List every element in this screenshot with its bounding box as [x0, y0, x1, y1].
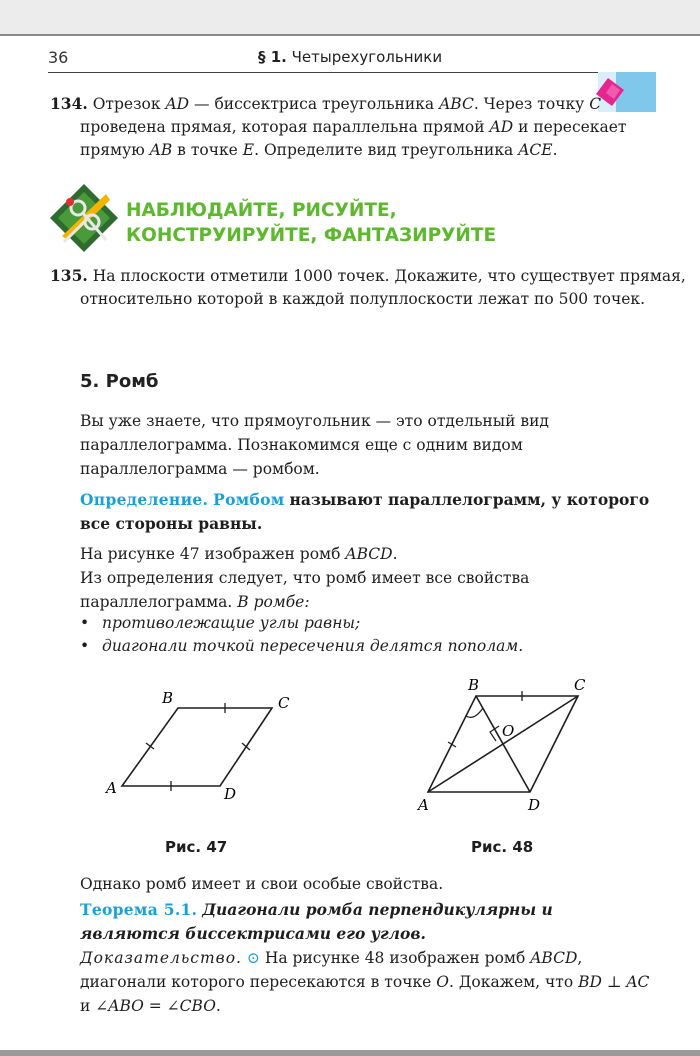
math-var: C: [589, 95, 602, 113]
math-expr: ∠ABO = ∠CBO: [95, 997, 216, 1015]
problem-134: [50, 92, 688, 162]
text-run: .: [392, 545, 398, 563]
banner-line-1: НАБЛЮДАЙТЕ, РИСУЙТЕ,: [126, 200, 397, 221]
theorem: [80, 898, 658, 946]
text-run: На рисунке 48 изображен ромб: [259, 949, 531, 967]
intro-paragraph: Вы уже знаете, что прямоугольник — это отдельный вид параллелограмма. Познакомимся еще с одним видом параллелограмма — ромбом.: [80, 412, 549, 478]
bullet-icon: •: [80, 637, 90, 655]
problem-number: 134.: [50, 94, 88, 113]
section-number: § 1.: [258, 48, 287, 66]
label-B: B: [162, 689, 174, 707]
text-run: Отрезок: [92, 95, 166, 113]
definition-term: Ромбом: [213, 490, 285, 509]
list-item-text: противолежащие углы равны;: [102, 614, 361, 632]
text-run: проведена прямая, которая параллельна прямой: [80, 118, 490, 136]
top-bar: [0, 0, 700, 36]
list-item: [80, 635, 658, 658]
definition: [80, 488, 658, 536]
label-D: D: [224, 785, 237, 803]
label-C: C: [574, 676, 586, 694]
proof-label: Доказательство.: [80, 949, 242, 967]
proof: [80, 946, 658, 1018]
text-run: Из определения следует, что ромб имеет все свойства параллелограмма.: [80, 569, 530, 611]
page-number: 36: [48, 48, 69, 67]
list-item-text: диагонали точкой пересечения делятся пополам.: [102, 637, 524, 655]
problem-135: [50, 264, 688, 311]
section-heading: 5. Ромб: [80, 371, 159, 392]
figure-47-caption: Рис. 47: [165, 838, 228, 856]
problem-number: 135.: [50, 266, 88, 285]
math-var: O: [436, 973, 449, 991]
text-run: . Определите вид треугольника: [254, 141, 519, 159]
label-D: D: [528, 796, 541, 814]
theorem-text: Диагонали ромба перпендикулярны и являются биссектрисами его углов.: [80, 900, 553, 943]
definition-text: называют параллелограмм, у которого все стороны равны.: [80, 490, 650, 533]
bullet-icon: •: [80, 614, 90, 632]
drawing-tools-icon: [48, 182, 120, 254]
math-var: AD: [489, 118, 514, 136]
rhombus-47: [122, 708, 272, 786]
text-run: .: [552, 141, 558, 159]
label-O: O: [502, 722, 515, 740]
math-var: AB: [149, 141, 173, 159]
label-A: A: [418, 796, 429, 814]
text-run: — биссектриса треугольника: [189, 95, 440, 113]
header-rule: [48, 72, 608, 73]
properties-list: [80, 612, 658, 658]
math-var: AD: [165, 95, 190, 113]
label-B: B: [468, 676, 480, 694]
page-header: [0, 36, 700, 80]
text-run: и пересекает прямую: [80, 118, 627, 159]
math-expr: BD ⊥ AC: [578, 973, 650, 991]
figure-48: [412, 674, 612, 824]
props-lead: В ромбе:: [237, 593, 310, 611]
text-run: .: [215, 997, 221, 1015]
definition-label: Определение.: [80, 490, 209, 509]
banner-line-2: КОНСТРУИРУЙТЕ, ФАНТАЗИРУЙТЕ: [126, 225, 497, 246]
label-C: C: [278, 694, 290, 712]
bottom-bar: [0, 1050, 700, 1056]
text-run: . Через точку: [473, 95, 590, 113]
figure-48-caption: Рис. 48: [471, 838, 534, 856]
figure-47-reference: [80, 542, 658, 566]
list-item: [80, 612, 658, 635]
activity-banner: [48, 178, 648, 258]
math-var: ACE: [518, 141, 553, 159]
text-run: . Докажем, что: [448, 973, 579, 991]
proof-marker-icon: ⊙: [246, 949, 260, 967]
banner-heading: [126, 198, 496, 248]
label-A: A: [106, 779, 117, 797]
figure-47: [98, 686, 308, 806]
problem-text: На плоскости отметили 1000 точек. Докажите, что существует прямая, относительно которой в каждой полуплоскости лежат по 500 точек.: [80, 267, 686, 308]
properties-intro: [80, 566, 658, 614]
math-var: ABC: [439, 95, 474, 113]
section-title-text: Четырехугольники: [291, 48, 443, 66]
text-run: , диагонали которого пересекаются в точке: [80, 949, 583, 991]
section-title: [258, 48, 442, 66]
theorem-label: Теорема 5.1.: [80, 900, 198, 919]
text-run: и: [80, 997, 96, 1015]
math-var: E: [242, 141, 255, 159]
math-var: ABCD: [530, 949, 578, 967]
text-run: На рисунке 47 изображен ромб: [80, 545, 346, 563]
special-properties: Однако ромб имеет и свои особые свойства.: [80, 875, 444, 893]
diagonal-BD: [476, 696, 530, 792]
math-var: ABCD: [345, 545, 393, 563]
text-run: в точке: [172, 141, 243, 159]
